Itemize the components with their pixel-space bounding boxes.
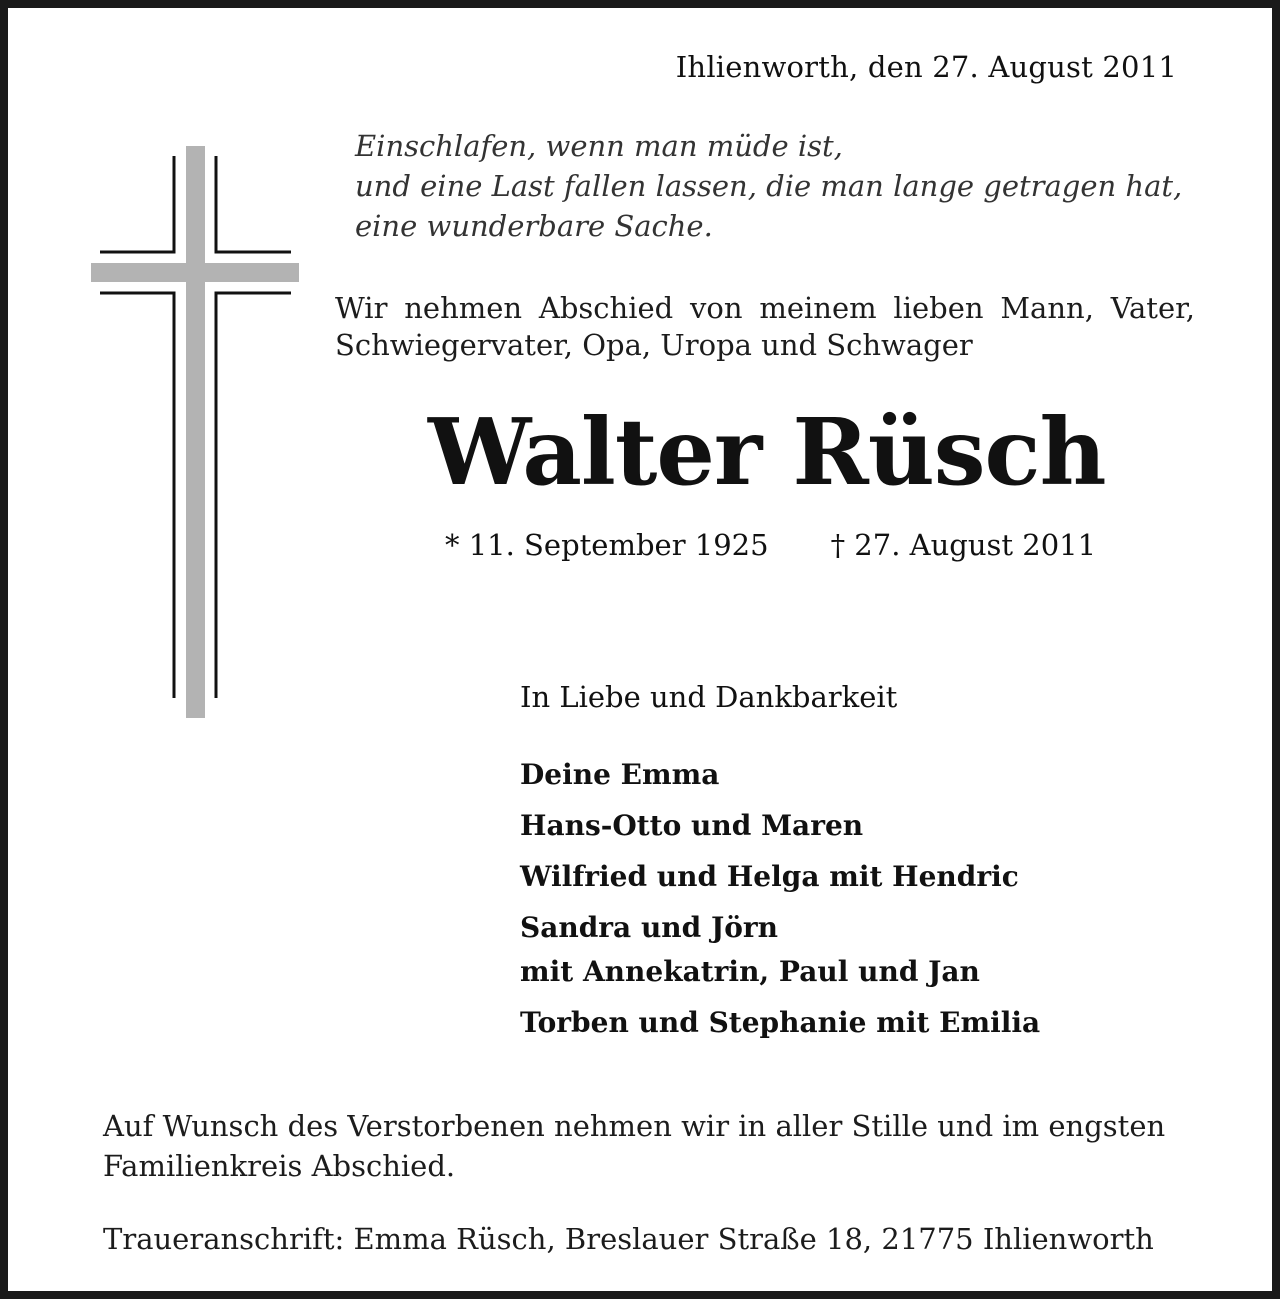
family-member: mit Annekatrin, Paul und Jan — [520, 955, 980, 988]
cross-icon — [88, 146, 303, 718]
quote — [355, 126, 1182, 246]
place-date: Ihlienworth, den 27. August 2011 — [675, 50, 1177, 84]
family-member: Deine Emma — [520, 758, 720, 791]
cross-horizontal-bar — [91, 263, 299, 282]
intro-line-1 — [335, 290, 1195, 327]
family-member: Sandra und Jörn — [520, 911, 779, 944]
family-member: Hans-Otto und Maren — [520, 809, 864, 842]
life-dates — [445, 528, 1096, 562]
quote-line: Einschlafen, wenn man müde ist, — [355, 129, 843, 163]
birth-date: * 11. September 1925 — [445, 528, 769, 562]
quote-line: und eine Last fallen lassen, die man lange getragen hat, — [355, 169, 1183, 203]
intro-line-2: Schwiegervater, Opa, Uropa und Schwager — [335, 328, 973, 362]
quote-line: eine wunderbare Sache. — [355, 209, 713, 243]
family-member: Torben und Stephanie mit Emilia — [520, 1006, 1041, 1039]
funeral-notice: Auf Wunsch des Verstorbenen nehmen wir in aller Stille und im engsten Familienkreis Abschied. — [103, 1109, 1166, 1183]
death-date: † 27. August 2011 — [830, 528, 1097, 562]
mourners-heading: In Liebe und Dankbarkeit — [520, 680, 898, 714]
intro-line-1-text: Wir nehmen Abschied von meinem lieben Mann, Vater, — [335, 291, 1195, 325]
deceased-name: Walter Rüsch — [428, 398, 1106, 506]
family-list — [520, 753, 1040, 1052]
family-member: Wilfried und Helga mit Hendric — [520, 860, 1019, 893]
cross-vertical-bar — [186, 146, 205, 718]
mourning-address: Traueranschrift: Emma Rüsch, Breslauer Straße 18, 21775 Ihlienworth — [103, 1222, 1154, 1256]
intro-text — [335, 290, 1195, 364]
